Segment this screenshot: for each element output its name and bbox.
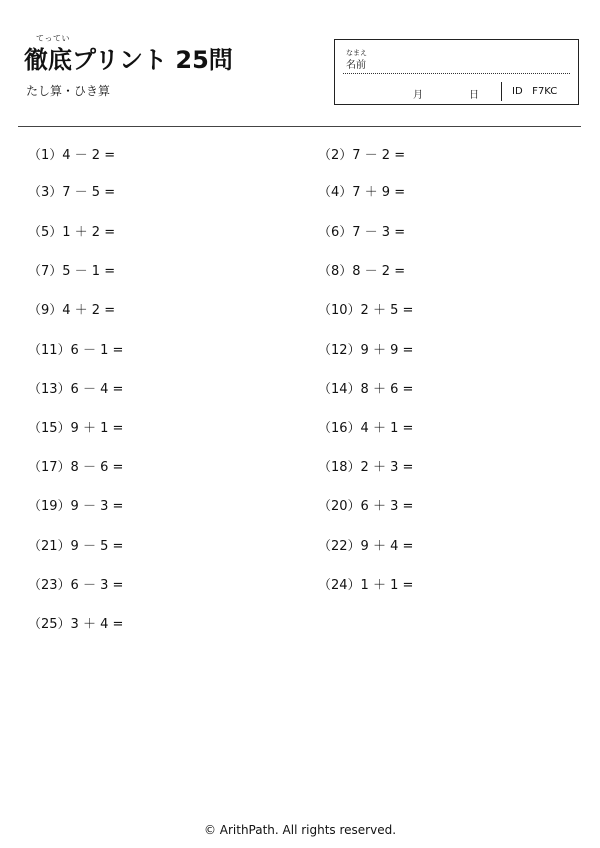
page-title: 徹底プリント 25問 [24,46,233,74]
problem-11: （11）6 － 1 = [28,343,124,358]
problem-8: （8）8 － 2 = [318,264,406,279]
problem-17: （17）8 － 6 = [28,460,124,475]
problem-10: （10）2 ＋ 5 = [318,303,414,318]
problem-23: （23）6 － 3 = [28,578,124,593]
day-label: 日 [469,90,479,101]
month-label: 月 [413,90,423,101]
name-box [334,39,579,105]
title-ruby: てってい [36,34,70,43]
problem-3: （3）7 － 5 = [28,185,116,200]
name-dotted-line [343,73,570,74]
problem-13: （13）6 － 4 = [28,382,124,397]
problem-14: （14）8 ＋ 6 = [318,382,414,397]
name-ruby: なまえ [346,49,367,57]
problem-1: （1）4 － 2 = [28,148,116,163]
problem-18: （18）2 ＋ 3 = [318,460,414,475]
problem-16: （16）4 ＋ 1 = [318,421,414,436]
problem-6: （6）7 － 3 = [318,225,406,240]
page-subtitle: たし算・ひき算 [26,84,111,98]
copyright-footer: © ArithPath. All rights reserved. [203,823,397,837]
problem-15: （15）9 ＋ 1 = [28,421,124,436]
problem-25: （25）3 ＋ 4 = [28,617,124,632]
problem-7: （7）5 － 1 = [28,264,116,279]
problem-9: （9）4 ＋ 2 = [28,303,116,318]
problem-4: （4）7 ＋ 9 = [318,185,406,200]
problem-21: （21）9 － 5 = [28,539,124,554]
name-label: 名前 [346,60,366,71]
header-divider [18,126,581,127]
id-separator [501,82,502,101]
problem-5: （5）1 ＋ 2 = [28,225,116,240]
worksheet-id: ID F7KC [512,86,558,97]
problem-22: （22）9 ＋ 4 = [318,539,414,554]
problem-24: （24）1 ＋ 1 = [318,578,414,593]
problem-20: （20）6 ＋ 3 = [318,499,414,514]
problem-2: （2）7 － 2 = [318,148,406,163]
problem-19: （19）9 － 3 = [28,499,124,514]
problem-12: （12）9 ＋ 9 = [318,343,414,358]
